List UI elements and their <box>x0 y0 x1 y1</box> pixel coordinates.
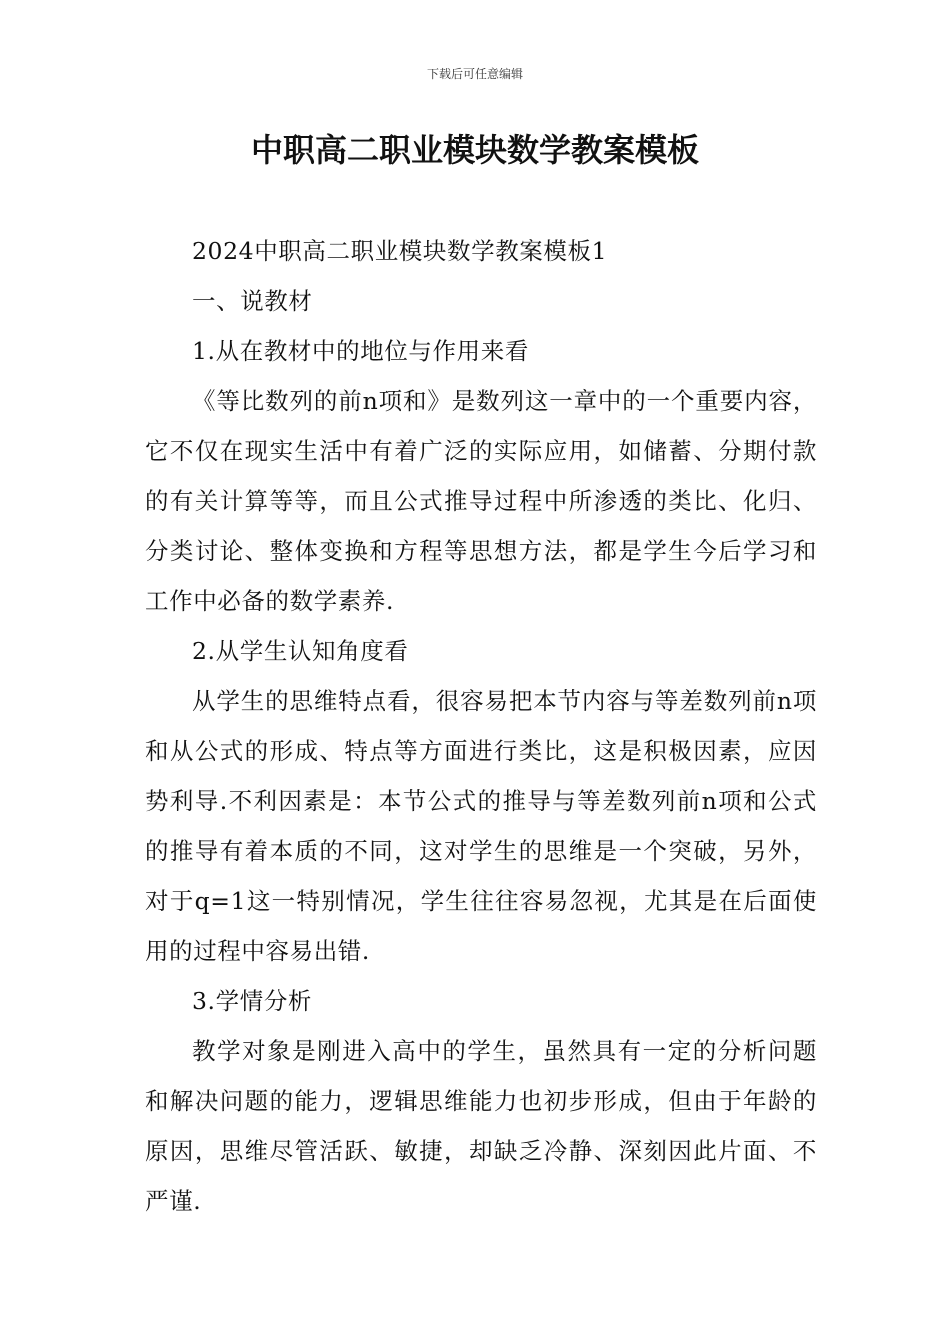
subheading-1: 1.从在教材中的地位与作用来看 <box>192 337 529 365</box>
subheading-3: 3.学情分析 <box>192 987 313 1015</box>
document-subtitle: 2024中职高二职业模块数学教案模板1 <box>192 237 608 265</box>
document-title: 中职高二职业模块数学教案模板 <box>250 131 699 169</box>
document-body <box>145 226 817 1226</box>
header-note: 下载后可任意编辑 <box>426 67 523 81</box>
paragraph-2: 从学生的思维特点看，很容易把本节内容与等差数列前n项和从公式的形成、特点等方面进行类比，这是积极因素，应因势利导.不利因素是：本节公式的推导与等差数列前n项和公式的推导有着本质的不同，这对学生的思维是一个突破，另外，对于q=1这一特别情况，学生往往容易忽视，尤其是在后面使用的过程中容易出错. <box>145 687 817 965</box>
paragraph-3: 教学对象是刚进入高中的学生，虽然具有一定的分析问题和解决问题的能力，逻辑思维能力也初步形成，但由于年龄的原因，思维尽管活跃、敏捷，却缺乏冷静、深刻因此片面、不严谨. <box>145 1037 817 1215</box>
subheading-2: 2.从学生认知角度看 <box>192 637 409 665</box>
paragraph-1: 《等比数列的前n项和》是数列这一章中的一个重要内容，它不仅在现实生活中有着广泛的实际应用，如储蓄、分期付款的有关计算等等，而且公式推导过程中所渗透的类比、化归、分类讨论、整体变换和方程等思想方法，都是学生今后学习和工作中必备的数学素养. <box>145 387 817 615</box>
section-heading-1: 一、说教材 <box>192 287 313 315</box>
